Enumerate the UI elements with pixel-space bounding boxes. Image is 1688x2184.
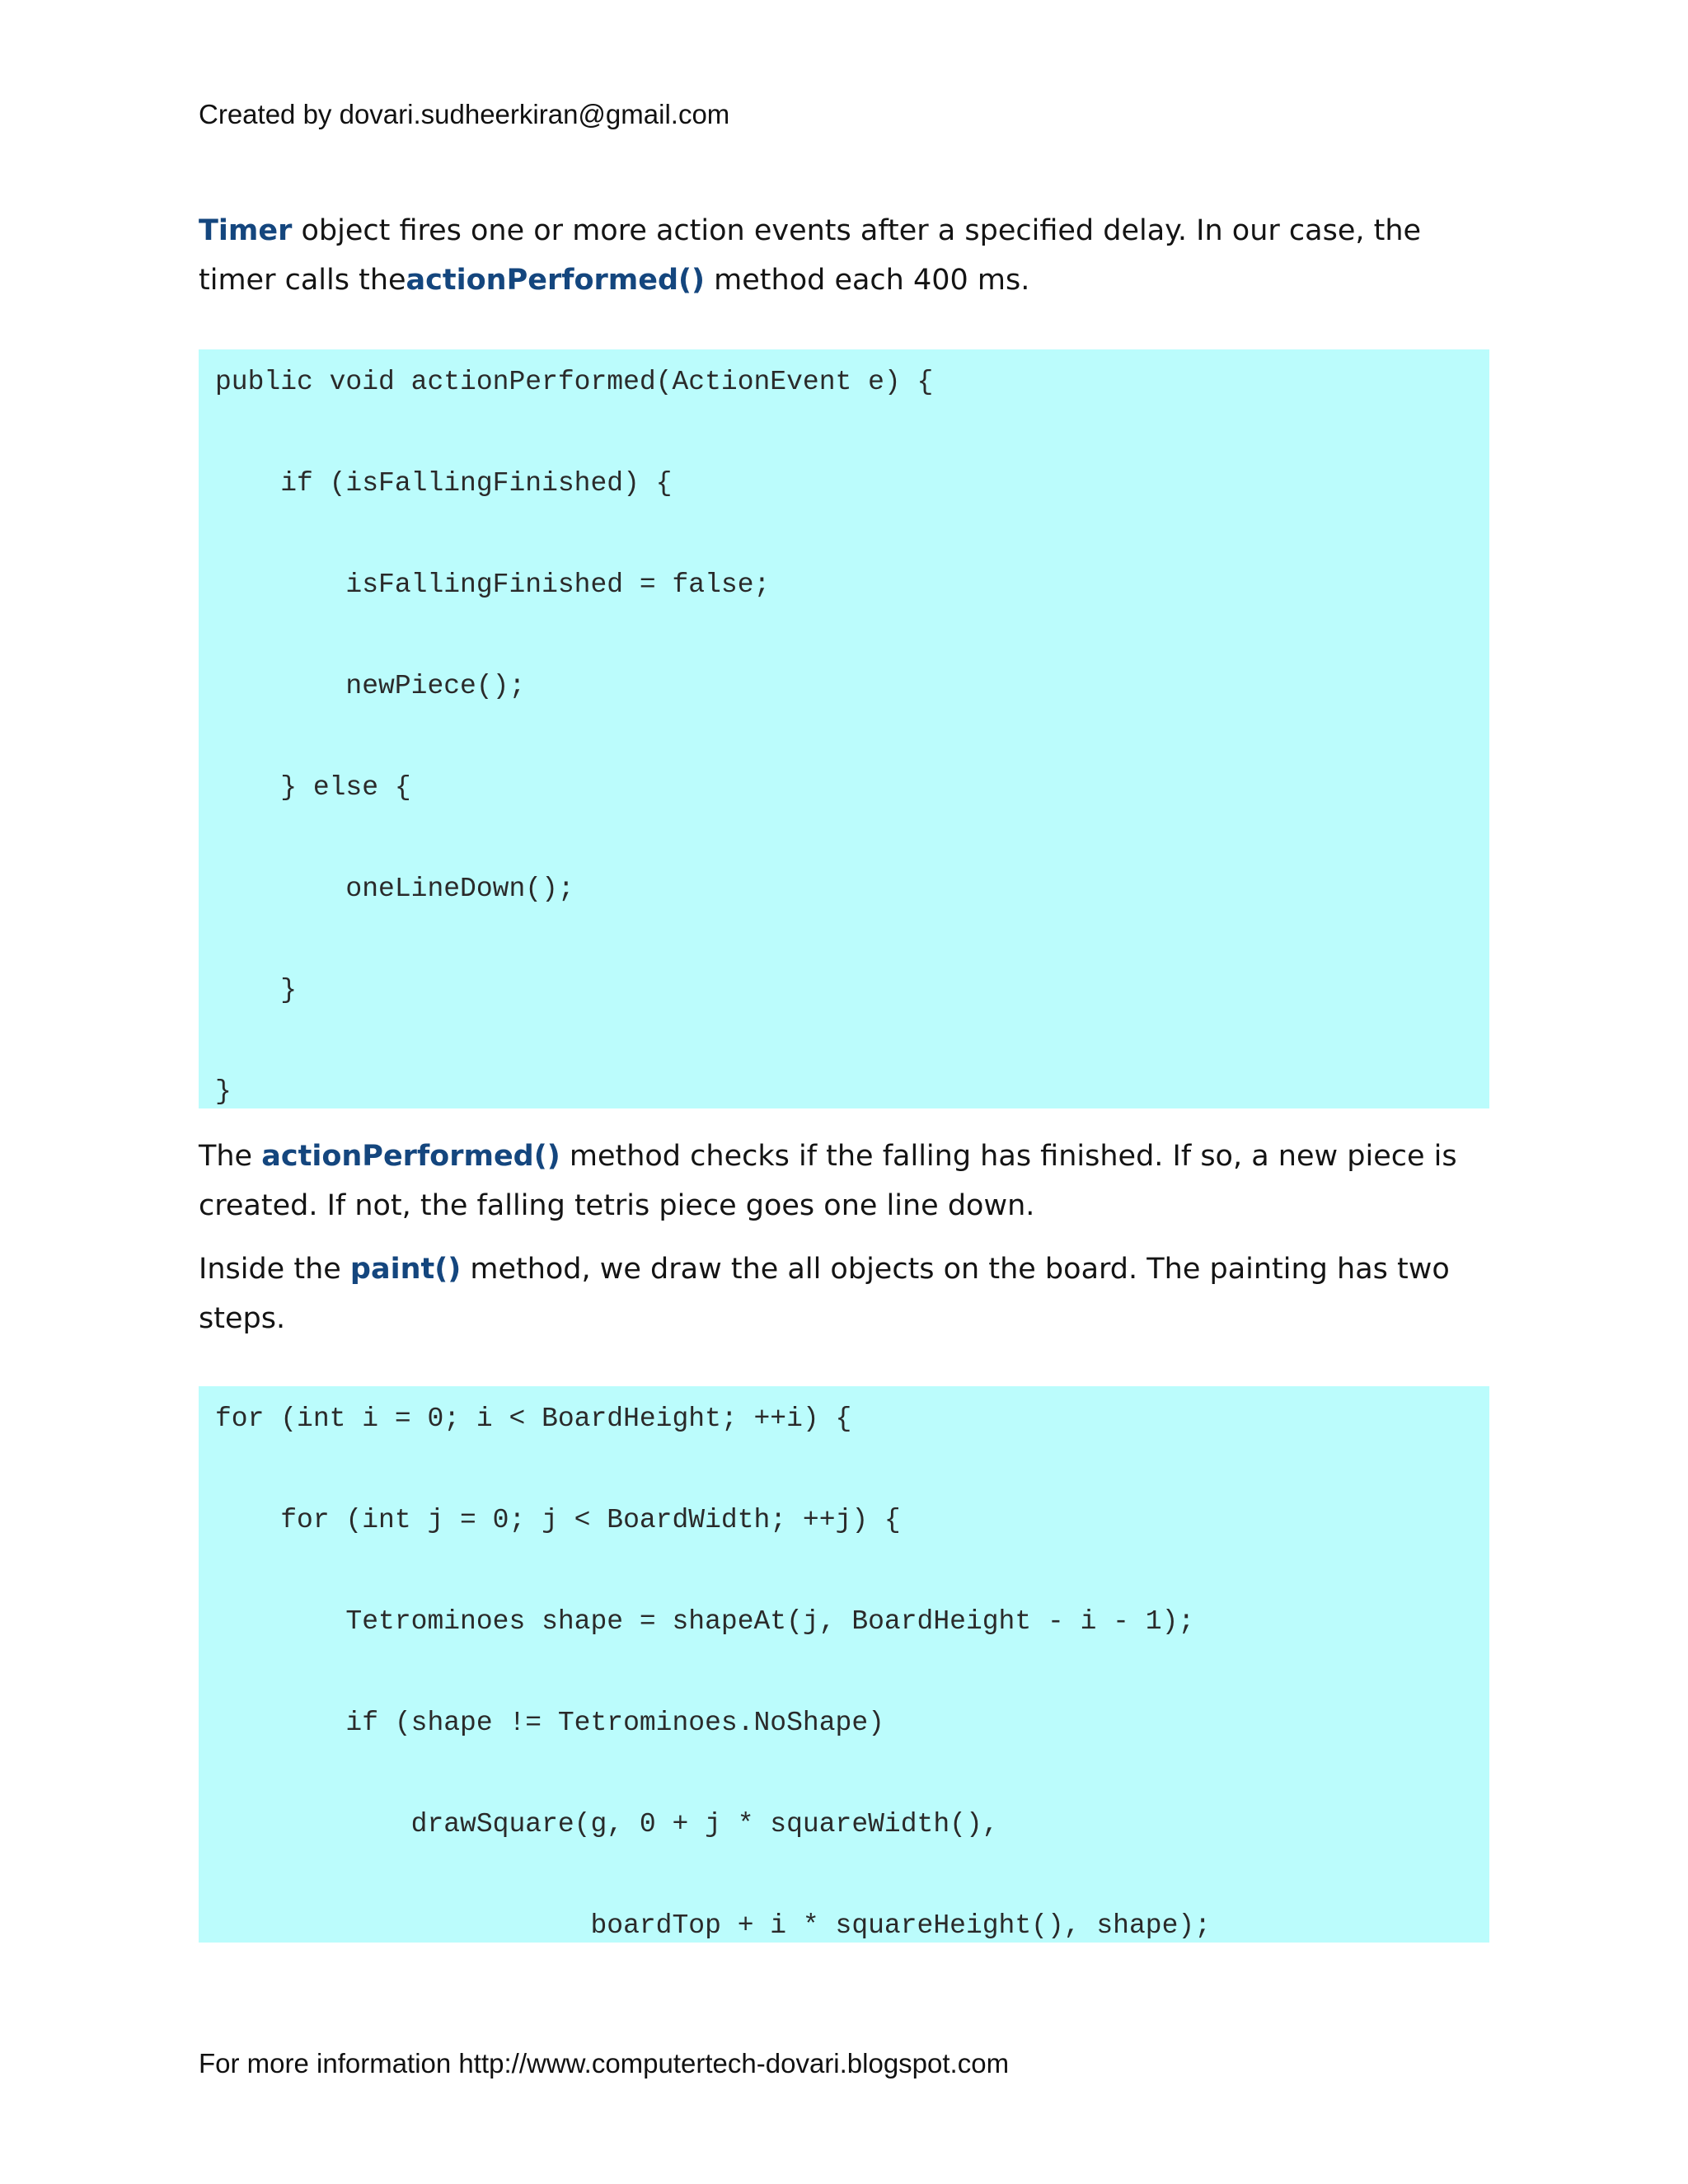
para3-text-1: Inside the <box>199 1253 350 1286</box>
intro-method-name: actionPerformed() <box>406 264 706 297</box>
action-performed-paragraph <box>199 1132 1501 1230</box>
para3-text-2: method, we draw the all objects on the board. The painting has two steps. <box>199 1253 1450 1335</box>
para2-method-name: actionPerformed() <box>261 1140 560 1173</box>
para2-text-2: method checks if the falling has finished. If so, a new piece is created. If not, the falling tetris piece goes one line down. <box>199 1140 1457 1222</box>
code-line: newPiece(); <box>215 671 526 701</box>
paint-paragraph <box>199 1244 1501 1343</box>
code-line: drawSquare(g, 0 + j * squareWidth(), <box>215 1809 999 1840</box>
code-line: boardTop + i * squareHeight(), shape); <box>215 1910 1211 1941</box>
code-line: for (int j = 0; j < BoardWidth; ++j) { <box>215 1505 901 1535</box>
code-block-action-performed <box>199 349 1489 1108</box>
code-line: } else { <box>215 772 411 803</box>
code-line: isFallingFinished = false; <box>215 569 771 600</box>
para3-method-name: paint() <box>349 1253 462 1286</box>
code-line: oneLineDown(); <box>215 874 574 904</box>
code-block-paint-loop <box>199 1386 1489 1943</box>
code-line: for (int i = 0; i < BoardHeight; ++i) { <box>215 1404 852 1434</box>
page-footer: For more information http://www.computertech-dovari.blogspot.com <box>199 2048 1010 2079</box>
code-line: } <box>215 1076 232 1107</box>
code-line: if (isFallingFinished) { <box>215 468 673 499</box>
para2-text-1: The <box>199 1140 262 1173</box>
timer-term: Timer <box>199 214 293 247</box>
intro-text-2: method each 400 ms. <box>705 264 1030 297</box>
intro-paragraph <box>199 206 1501 305</box>
code-line: if (shape != Tetrominoes.NoShape) <box>215 1708 884 1738</box>
page-header: Created by dovari.sudheerkiran@gmail.com <box>199 99 730 129</box>
intro-text-1: object fires one or more action events after a specified delay. In our case, the timer calls the <box>199 214 1422 297</box>
code-line: Tetrominoes shape = shapeAt(j, BoardHeight - i - 1); <box>215 1606 1195 1637</box>
code-line: public void actionPerformed(ActionEvent e) { <box>215 367 934 397</box>
code-line: } <box>215 975 298 1005</box>
